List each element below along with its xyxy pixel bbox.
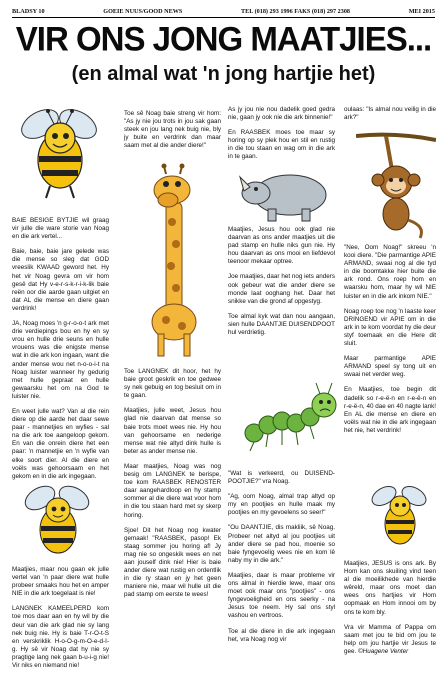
giraffe-illustration [138,162,214,358]
paragraph: oulaas: "Is almal nou veilig in die ark?" [344,106,436,122]
column-1-continued [12,566,109,677]
paragraph: Maatjies, maar nou gaan ek julle vertel van 'n paar diere wat hulle probeer smaaks hou het en amper NIE in die ark toegelaat is nie! [12,566,109,598]
paragraph: En weet julle wat? Van al die rein diere op die aarde het daar sewe paar - mannetjies en wyfies - sal na die ark toe aangeloop gekom. En van die onrein diere het een paar: 'n mannetjie en 'n wyfie van elke soort dier. Al die diere en voëls was gehoorsaam en het gekom en in die ark ingegaan. [12,407,109,480]
paragraph: Maatjies, JESUS is ons ark. By Hom kan ons skuiling vind teen al die moeilikhede van hierdie wêreld, maar ons moet dan wees ons hartjies vir Hom oopmaak en Hom innooi om by ons te kom bly. [344,560,436,616]
paragraph: Toe sê Noag baie streng vir hom: "As jy nie jou trots in jou sak gaan steek en jou lang nek buig nie, bly jy buite en verdrink dan maar saam met al die ander diere!" [124,110,221,150]
paper-name: GOEIE NUUS/GOOD NEWS [103,7,183,15]
column-4-middle [344,244,436,442]
monkey-illustration [356,130,436,240]
column-4-top [344,106,436,129]
paragraph: Baie, baie, baie jare gelede was die mense so sleg dat GOD vreeslik KWAAD geword het. Hy het vir Noag gevra om vir hom gesê dat Hy v-e-r-s-k-r-i-k-lik baie reën oor die aarde gaan uitgiet en dat AL die mense en diere gaan verdrink! [12,248,109,312]
contact-info: TEL (018) 293 1996 FAKS (018) 297 2308 [241,7,351,15]
paragraph: Toe LANGNEK dit hoor, het hy baie groot geskrik en toe gedwee sy nek gebuig en tog besluit om in te gaan. [124,368,221,400]
paragraph: Maatjies, Jesus hou ook glad nie daarvan as ons ander maatjies uit die pad stamp en hulle niks gun nie. Hy hou daarvan as ons mooi en liefdevol teenoor mekaar optree. [228,226,335,266]
paragraph: "Nee, Oom Noag!" skreeu 'n kooi diere. "Die parmantige APIE ARMAND, swaai nog al die tyd in die boomtakke hier buite die ark rond. Ons roep hom en waarsku hom, maar hy wil NIE luister en in die ark inkom NIE." [344,244,436,300]
bee-illustration [22,478,94,568]
header-rule [12,17,435,18]
paragraph: "Ag, oom Noag, almal trap altyd op my en pootjies en hulle maak my pootjies en my gevoelens so seer!" [228,493,335,517]
paragraph: As jy jou nie nou dadelik goed gedra nie, gaan jy ook nie die ark binnenie!" [228,106,335,122]
paragraph: Toe almal kyk wat dan nou aangaan, sien hulle DAANTJIE DUISENDPOOT hul verdrietig. [228,312,335,337]
paragraph: Maar parmantige APIE ARMAND speel sy tong uit en swaai net verder weg. [344,355,436,379]
column-2-body [124,368,221,606]
busy-bee-illustration [16,98,104,206]
paragraph: Joe maatjies, daar het nog iets anders ook gebeur wat die ander diere se monde laat ooghang het. Daar het snikke van die grond af opgestyg. [228,273,335,305]
paragraph: Sjoe! Dit het Noag nog kwater gemaak! "RAASBEK, pasop! Ek staag sommer jou horing af! Jy mag nie so ongeskik wees en net aan jouself dink nie! Hier is baie ander diere wat rustig en ordentlik in die ry staan en jy het geen maniere nie, maar wil hulle uit die pad stamp om eerste te wees! [124,526,221,599]
bee-illustration-right [370,478,430,556]
column-3-top [228,106,335,169]
column-4-bottom [344,560,436,663]
paragraph-text: Vra vir Mamma of Pappa om saam met jou te bid om jou te help om jou hartjie vir Jesus te gee. [344,623,436,655]
paragraph: BAIE BESIGE BYTJIE wil graag vir julle die ware storie van Noag en die ark vertel... [12,217,109,241]
paragraph: En RAASBEK moes toe maar sy horing op sy plek hou en stil en rustig in die tou staan en wag om in die ark in te gaan. [228,129,335,161]
page-header [12,6,435,16]
paragraph: JA, Noag moes 'n g-r-o-o-t ark met drie verdiepings bou en hy en sy vrou en hulle drie seuns en hulle vrouens was die enigste mense wat in die ark kon ingaan, want die ander mense wou net n-o-o-i-t na Noag luister wanneer hy gedurig met hulle gepraat en hulle gewaarsku het om na God te luister nie. [12,320,109,400]
column-3-middle [228,226,335,344]
paragraph: "Ou DAANTJIE, dis makliik, sê Noag. Probeer net altyd al jou pootjies uit ander diere se pad hou, moenie so baie fyngevoelig wees nie en kom lê naby my in die ark." [228,524,335,564]
page-title: VIR ONS JONG MAATJIES... [15,19,432,58]
paragraph: Noag roep toe nog 'n laaste keer DRINGEND vir APIE om in die ark in te kom voordat hy die deur styf toemaak en die Here dit sluit. [344,307,436,348]
column-2-top [124,110,221,157]
paragraph: Maar maatjies, Noag was nog besig om LANGNEK te berispe, toe kom RAASBEK RENOSTER daar aangehardloop en hy stamp sommer al die diere wat voor hom in die tou staan hard met sy skerp horing. [124,462,221,519]
paragraph: "Wat is verkeerd, ou DUISEND-POOTJIE?" vra Noag. [228,470,335,486]
paragraph: En Maatjies, toe begin dit dadelik so r-e-ë-n en r-e-ë-n en r-e-ë-n, 40 dae en 40 nagte lank! En AL die mense en diere en voëls wat nie in die ark ingegaan het nie, het verdrink! [344,386,436,434]
paragraph: Toe al die diere in die ark ingegaan het, vra Noag nog vir [228,627,335,643]
rhino-illustration [238,163,338,223]
issue-date: MEI 2015 [408,7,435,15]
paragraph: Maatjies, daar is maar probleme vir ons almal in hierdie lewe, maar ons moet ook maar ons "pootjies" - ons fyngevoeligheid en ons seerky - na Jesus toe neem. Hy sal ons styl vashou en vertroos. [228,571,335,620]
column-1-intro [12,217,109,488]
column-3-bottom [228,470,335,651]
page-number: BLADSY 10 [12,7,45,15]
author-credit: ©Huagene Venter [358,647,409,655]
centipede-illustration [236,375,340,461]
page-subtitle: (en almal wat 'n jong hartjie het) [71,63,376,85]
paragraph: LANGNEK KAMEELPERD kom toe mos daar aan en hy wil by die deur van die ark glad nie sy lang nek buig nie. Hy is baie T-r-O-t-S en verskriklik H-o-O-g-m-O-e-d-I-g. Hy sê vir Noag dat hy nie sy pragtige lang nek gaan b-u-i-g nie! Vir niks en niemand nie! [12,605,109,670]
paragraph: Maatjies, julle weet, Jesus hou glad nie daarvan dat mense so baie trots moet wees nie. Hy hou van gehoorsame en nederige mense wat nie altyd dink hulle is beter as ander mense nie. [124,407,221,455]
